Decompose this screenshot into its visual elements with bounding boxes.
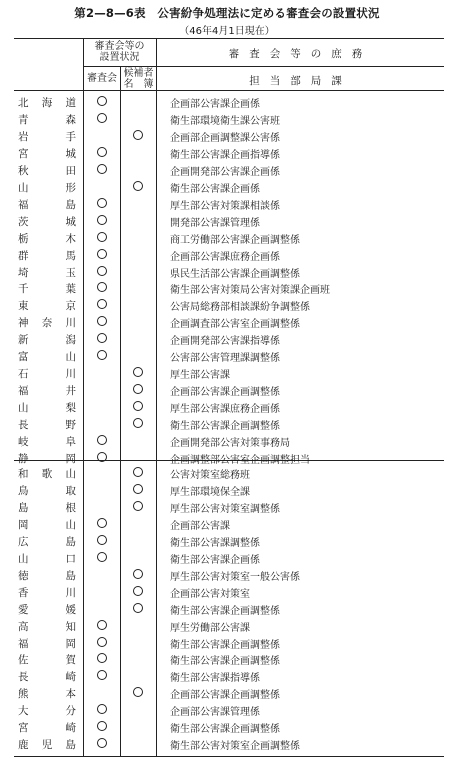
department-name: 衛生部環境衛生課公害班 <box>170 115 280 127</box>
table-row <box>0 195 454 212</box>
council-mark-icon <box>97 198 107 208</box>
table-row <box>0 127 454 144</box>
council-mark-icon <box>97 215 107 225</box>
table-bottom-rule <box>14 756 444 757</box>
department-name: 衛生部公害課指導係 <box>170 673 260 685</box>
candidate-list-mark-icon <box>133 130 143 140</box>
header-mid-rule <box>83 66 444 67</box>
prefecture-name: 熊 本 <box>18 688 76 701</box>
prefecture-name: 神 奈 川 <box>18 317 76 330</box>
council-mark-icon <box>97 350 107 360</box>
table-row <box>0 178 454 195</box>
header-status-line1: 審査会等の <box>94 41 145 52</box>
candidate-list-mark-icon <box>133 181 143 191</box>
table-row <box>0 246 454 263</box>
department-name: 企画部公害課企画調整係 <box>170 690 280 702</box>
candidate-list-mark-icon <box>133 384 143 394</box>
department-name: 厚生部環境保全課 <box>170 486 250 498</box>
table-subtitle: （46年4月1日現在） <box>179 26 275 37</box>
table-row <box>0 110 454 127</box>
department-name: 企画部公害課 <box>170 520 230 532</box>
header-status-line2: 設置状況 <box>99 52 140 63</box>
table-row <box>0 735 454 752</box>
council-mark-icon <box>97 552 107 562</box>
table-row <box>0 381 454 398</box>
prefecture-name: 和 歌 山 <box>18 468 76 480</box>
prefecture-name: 香 川 <box>18 586 76 599</box>
council-mark-icon <box>97 113 107 123</box>
table-row <box>0 718 454 735</box>
prefecture-name: 長 野 <box>18 419 76 432</box>
council-mark-icon <box>97 452 107 462</box>
council-mark-icon <box>97 535 107 545</box>
prefecture-name: 岩 手 <box>18 130 76 143</box>
table-row <box>0 650 454 667</box>
council-mark-icon <box>97 96 107 106</box>
department-name: 公害局総務部相談課紛争調整係 <box>170 302 310 314</box>
prefecture-name: 愛 媛 <box>18 603 76 616</box>
council-mark-icon <box>97 637 107 647</box>
department-name: 県民生活部公害課企画調整係 <box>170 268 300 280</box>
department-name: 厚生部公害対策課相談係 <box>170 200 280 212</box>
candidate-list-mark-icon <box>133 418 143 428</box>
table-row <box>0 398 454 415</box>
council-mark-icon <box>97 316 107 326</box>
candidate-list-mark-icon <box>133 467 143 477</box>
department-name: 厚生部公害対策室調整係 <box>170 503 280 515</box>
council-mark-icon <box>97 147 107 157</box>
table-row <box>0 313 454 330</box>
department-name: 企画部公害課企画調整係 <box>170 387 280 399</box>
department-name: 厚生部公害対策室一般公害係 <box>170 571 300 583</box>
department-name: 企画部企画調整課公害係 <box>170 132 280 144</box>
table-row <box>0 532 454 549</box>
department-name: 衛生部公害課企画調整係 <box>170 724 280 736</box>
department-name: 厚生部公害課庶務企画係 <box>170 404 280 416</box>
candidate-list-mark-icon <box>133 367 143 377</box>
department-name: 企画部公害対策室 <box>170 588 250 600</box>
header-council: 審査会 <box>87 73 117 84</box>
council-mark-icon <box>97 299 107 309</box>
department-name: 企画開発部公害課企画係 <box>170 166 280 178</box>
table-title: 第2—8—6表 公害紛争処理法に定める審査会の設置状況 <box>74 6 380 20</box>
table-row <box>0 144 454 161</box>
table-row <box>0 93 454 110</box>
table-row <box>0 498 454 515</box>
prefecture-name: 宮 崎 <box>18 722 76 735</box>
table-row <box>0 701 454 718</box>
prefecture-name: 福 岡 <box>18 637 76 650</box>
table-row <box>0 549 454 566</box>
department-name: 企画調整部公害室企画調整担当 <box>170 454 310 466</box>
department-name: 衛生部公害課企画調整係 <box>170 639 280 651</box>
council-mark-icon <box>97 333 107 343</box>
prefecture-name: 佐 賀 <box>18 654 76 667</box>
table-row <box>0 566 454 583</box>
candidate-list-mark-icon <box>133 586 143 596</box>
department-name: 衛生部公害課企画調整係 <box>170 656 280 668</box>
table-row <box>0 296 454 313</box>
department-name: 企画部公害課企画係 <box>170 99 260 110</box>
prefecture-name: 鳥 取 <box>18 484 76 497</box>
prefecture-name: 宮 城 <box>18 147 76 160</box>
table-row <box>0 263 454 280</box>
prefecture-name: 石 川 <box>18 368 76 381</box>
council-mark-icon <box>97 653 107 663</box>
department-name: 衛生部公害課調整係 <box>170 537 260 549</box>
council-mark-icon <box>97 249 107 259</box>
prefecture-name: 千 葉 <box>18 283 76 296</box>
header-candidate-line1: 候補者 <box>123 68 154 79</box>
department-name: 厚生部公害課 <box>170 370 230 382</box>
council-mark-icon <box>97 620 107 630</box>
prefecture-name: 山 口 <box>18 552 76 565</box>
table-row <box>0 515 454 532</box>
department-name: 開発部公害課管理係 <box>170 217 260 229</box>
department-name: 衛生部公害課企画係 <box>170 183 260 195</box>
prefecture-name: 茨 城 <box>18 215 76 228</box>
prefecture-name: 徳 島 <box>18 569 76 582</box>
department-name: 公害部公害管理課調整係 <box>170 353 280 365</box>
department-name: 企画調査部公害室企画調整係 <box>170 319 300 331</box>
table-row <box>0 481 454 498</box>
prefecture-name: 山 梨 <box>18 402 76 415</box>
prefecture-name: 栃 木 <box>18 232 76 245</box>
table-row <box>0 684 454 701</box>
table-row <box>0 279 454 296</box>
candidate-list-mark-icon <box>133 501 143 511</box>
department-name: 公害対策室総務班 <box>170 470 250 481</box>
prefecture-name: 群 馬 <box>18 249 76 262</box>
prefecture-name: 青 森 <box>18 113 76 126</box>
council-mark-icon <box>97 232 107 242</box>
header-bottom-rule <box>14 90 444 91</box>
prefecture-name: 北 海 道 <box>18 97 76 109</box>
council-mark-icon <box>97 721 107 731</box>
department-name: 衛生部公害対策室企画調整係 <box>170 741 300 753</box>
prefecture-name: 大 分 <box>18 705 76 718</box>
table-row <box>0 415 454 432</box>
table-row <box>0 600 454 617</box>
header-candidate <box>121 68 156 90</box>
council-mark-icon <box>97 738 107 748</box>
prefecture-name: 富 山 <box>18 351 76 364</box>
header-status-group <box>83 41 156 63</box>
table-row <box>0 617 454 634</box>
prefecture-name: 秋 田 <box>18 164 76 177</box>
department-name: 厚生労働部公害課 <box>170 622 250 634</box>
candidate-list-mark-icon <box>133 401 143 411</box>
table-row <box>0 432 454 449</box>
header-affairs: 審査会等の庶務 <box>228 48 373 60</box>
table-row <box>0 634 454 651</box>
prefecture-name: 島 根 <box>18 501 76 514</box>
table-row <box>0 364 454 381</box>
table-row <box>0 667 454 684</box>
table-row <box>0 330 454 347</box>
council-mark-icon <box>97 670 107 680</box>
prefecture-name: 山 形 <box>18 181 76 194</box>
department-name: 衛生部公害課企画調整係 <box>170 421 280 433</box>
department-name: 衛生部公害課企画指導係 <box>170 149 280 161</box>
table-row <box>0 161 454 178</box>
department-name: 衛生部公害対策局公害対策課企画班 <box>170 285 330 297</box>
council-mark-icon <box>97 266 107 276</box>
table-row <box>0 229 454 246</box>
prefecture-name: 静 岡 <box>18 452 76 465</box>
department-name: 商工労働部公害課企画調整係 <box>170 234 300 246</box>
council-mark-icon <box>97 435 107 445</box>
header-candidate-line2: 名 簿 <box>123 79 154 90</box>
council-mark-icon <box>97 282 107 292</box>
prefecture-name: 広 島 <box>18 535 76 548</box>
department-name: 企画部公害課管理係 <box>170 707 260 719</box>
council-mark-icon <box>97 704 107 714</box>
department-name: 衛生部公害課企画調整係 <box>170 605 280 617</box>
prefecture-name: 岡 山 <box>18 518 76 531</box>
header-top-rule <box>14 38 444 39</box>
table-row <box>0 347 454 364</box>
table-row <box>0 464 454 481</box>
header-bureau: 担当部局課 <box>249 75 352 87</box>
prefecture-name: 鹿 児 島 <box>18 739 76 752</box>
prefecture-name: 高 知 <box>18 620 76 633</box>
prefecture-name: 長 崎 <box>18 671 76 684</box>
candidate-list-mark-icon <box>133 603 143 613</box>
table-row <box>0 212 454 229</box>
prefecture-name: 東 京 <box>18 300 76 313</box>
prefecture-name: 埼 玉 <box>18 266 76 279</box>
council-mark-icon <box>97 164 107 174</box>
prefecture-name: 新 潟 <box>18 334 76 347</box>
prefecture-name: 福 井 <box>18 385 76 398</box>
department-name: 衛生部公害課企画係 <box>170 554 260 566</box>
council-mark-icon <box>97 518 107 528</box>
prefecture-name: 福 島 <box>18 198 76 211</box>
candidate-list-mark-icon <box>133 687 143 697</box>
department-name: 企画部公害課庶務企画係 <box>170 251 280 263</box>
candidate-list-mark-icon <box>133 484 143 494</box>
department-name: 企画開発部公害対策事務局 <box>170 438 290 449</box>
department-name: 企画開発部公害課指導係 <box>170 336 280 348</box>
candidate-list-mark-icon <box>133 569 143 579</box>
prefecture-name: 岐 阜 <box>18 436 76 448</box>
table-row <box>0 583 454 600</box>
